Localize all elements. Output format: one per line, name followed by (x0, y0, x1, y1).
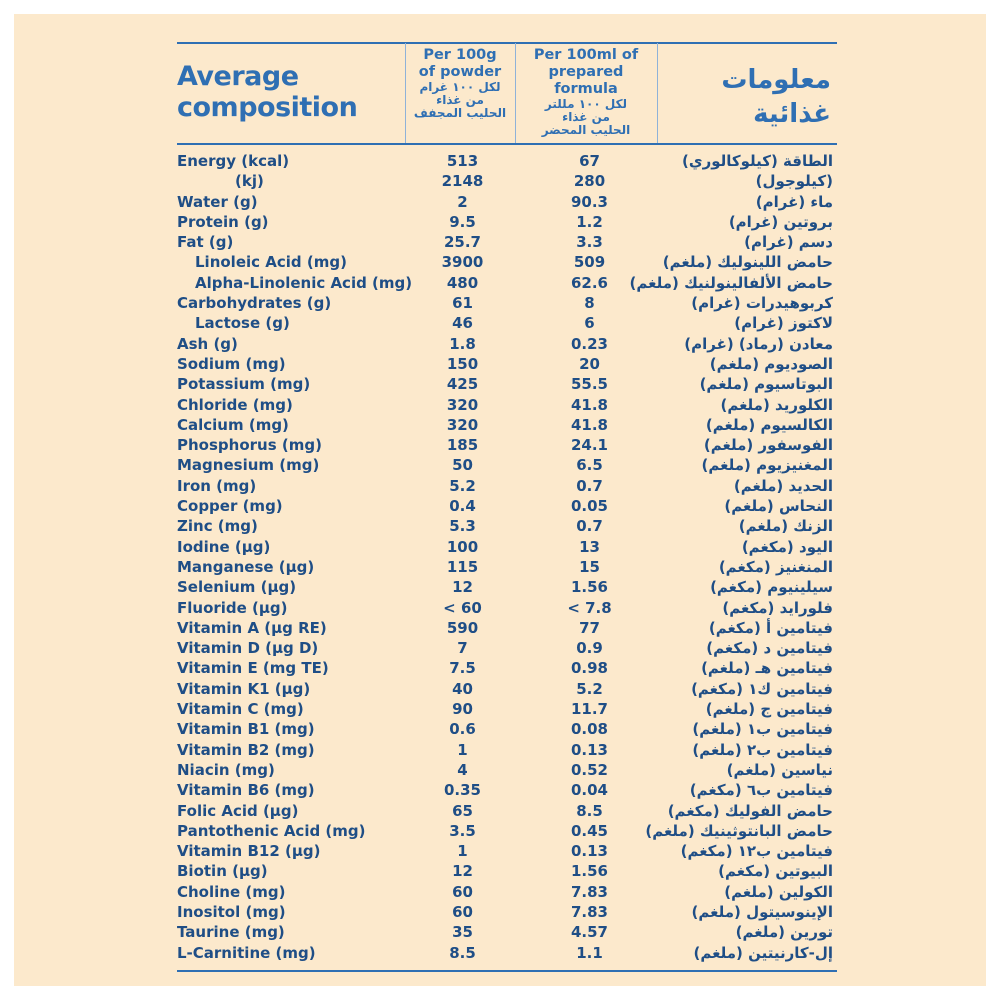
value-per-100g: 320 (446, 395, 479, 414)
nutrient-name-ar: (كيلوجول) (755, 172, 833, 191)
nutrient-name-ar: الحديد (ملغم) (733, 476, 833, 495)
column-header-ar-line: الحليب المحضر (541, 123, 631, 137)
nutrient-name: Vitamin A (µg RE) (177, 618, 327, 637)
nutrient-name-ar: فيتامين ك١ (مكغم) (691, 679, 833, 698)
value-per-100g: 0.35 (443, 781, 481, 800)
nutrient-name-ar: اليود (مكغم) (741, 537, 833, 556)
value-per-100ml: 0.05 (570, 497, 608, 516)
value-per-100g: 12 (452, 578, 473, 597)
nutrient-name-ar: نياسين (ملغم) (726, 760, 833, 779)
value-per-100g: 185 (446, 436, 479, 455)
nutrient-name-ar: فيتامين أ (مكغم) (708, 618, 833, 637)
value-per-100g: 2148 (441, 172, 484, 191)
column-header-line: Per 100ml of (533, 47, 639, 63)
nutrient-name: Niacin (mg) (177, 760, 275, 779)
nutrient-name: Energy (kcal) (177, 152, 290, 170)
nutrient-name: Vitamin D (µg D) (177, 639, 319, 658)
value-per-100ml: 1.56 (570, 862, 608, 881)
nutrient-name-ar: ماء (غرام) (755, 192, 833, 211)
nutrient-name-ar: فيتامين ب٦ (مكغم) (689, 781, 833, 800)
value-per-100ml: 280 (573, 172, 606, 191)
value-per-100g: 60 (452, 882, 473, 901)
value-per-100g: 61 (452, 294, 473, 313)
table-row (177, 537, 837, 557)
value-per-100g: 46 (452, 314, 473, 333)
table-row (177, 374, 837, 394)
table-row (177, 171, 837, 191)
nutrient-name-ar: فيتامين ج (ملغم) (705, 700, 833, 719)
value-per-100ml: 5.2 (576, 679, 603, 698)
table-row (177, 658, 837, 678)
nutrient-name-ar: حامض اللينوليك (ملغم) (662, 253, 833, 272)
title-ar-line: معلومات (721, 65, 831, 95)
nutrient-name: Selenium (µg) (177, 578, 297, 597)
table-row (177, 821, 837, 841)
nutrient-name: Vitamin B12 (µg) (177, 842, 321, 861)
table-row (177, 557, 837, 577)
value-per-100ml: 0.08 (570, 720, 608, 739)
value-per-100g: 320 (446, 415, 479, 434)
value-per-100g: 3.5 (449, 821, 476, 840)
value-per-100ml: 67 (579, 152, 600, 170)
value-per-100g: 12 (452, 862, 473, 881)
value-per-100g: < 60 (443, 598, 482, 617)
value-per-100ml: 77 (579, 618, 600, 637)
column-header-ar-line: لكل ١٠٠ غرام (419, 80, 501, 94)
value-per-100g: 0.4 (449, 497, 476, 516)
table-row (177, 760, 837, 780)
value-per-100ml: 0.9 (576, 639, 603, 658)
value-per-100ml: 0.04 (570, 781, 608, 800)
nutrient-name-ar: سيلينيوم (مكغم) (710, 578, 833, 597)
nutrient-name-ar: بروتين (غرام) (728, 212, 833, 231)
nutrient-name-ar: المغنيزيوم (ملغم) (701, 456, 833, 475)
nutrient-name: Fluoride (µg) (177, 598, 288, 617)
table-row (177, 151, 837, 171)
value-per-100ml: 41.8 (570, 395, 608, 414)
table-row (177, 415, 837, 435)
nutrient-name: Choline (mg) (177, 882, 286, 901)
nutrient-name: Calcium (mg) (177, 415, 289, 434)
table-row (177, 638, 837, 658)
nutrient-name: Magnesium (mg) (177, 456, 320, 475)
value-per-100g: 513 (446, 152, 479, 170)
value-per-100ml: < 7.8 (567, 598, 612, 617)
nutrient-name-ar: النحاس (ملغم) (724, 497, 833, 516)
value-per-100ml: 1.1 (576, 943, 603, 962)
table-row (177, 313, 837, 333)
nutrient-name: Potassium (mg) (177, 375, 311, 394)
column-header-line: prepared formula (548, 64, 624, 97)
nutrient-name: Vitamin C (mg) (177, 700, 304, 719)
value-per-100ml: 0.7 (576, 517, 603, 536)
column-header-ar-line: الحليب المجفف (413, 106, 507, 120)
nutrient-name-ar: المنغنيز (مكغم) (718, 557, 833, 576)
table-row (177, 943, 837, 963)
value-per-100ml: 4.57 (570, 923, 608, 942)
nutrient-name: Protein (g) (177, 212, 269, 231)
nutrient-name-ar: فلورايد (مكغم) (722, 598, 833, 617)
table-row (177, 801, 837, 821)
value-per-100g: 0.6 (449, 720, 476, 739)
value-per-100g: 5.3 (449, 517, 476, 536)
header-rule (177, 143, 837, 145)
value-per-100ml: 0.13 (570, 740, 608, 759)
nutrient-name-ar: الفوسفور (ملغم) (703, 436, 833, 455)
column-header-line: Per 100g (423, 47, 497, 63)
label-background (14, 14, 986, 986)
nutrient-name-ar: البيوتين (مكغم) (718, 862, 833, 881)
value-per-100g: 9.5 (449, 212, 476, 231)
nutrient-name: Vitamin B6 (mg) (177, 781, 315, 800)
nutrient-name-ar: إل-كارنيتين (ملغم) (693, 943, 833, 962)
value-per-100g: 65 (452, 801, 473, 820)
table-row (177, 618, 837, 638)
value-per-100ml: 15 (579, 557, 600, 576)
nutrient-name: Chloride (mg) (177, 395, 293, 414)
value-per-100ml: 0.52 (570, 760, 608, 779)
value-per-100g: 115 (446, 557, 479, 576)
title-line: Average (177, 61, 299, 92)
nutrient-name: Vitamin E (mg TE) (177, 659, 329, 678)
nutrient-name: Carbohydrates (g) (177, 294, 332, 313)
table-row (177, 841, 837, 861)
value-per-100ml: 0.45 (570, 821, 608, 840)
nutrient-name-ar: لاكتوز (غرام) (734, 314, 833, 333)
column-header-ar-line: لكل ١٠٠ مللتر (544, 97, 628, 111)
nutrient-name: Vitamin B2 (mg) (177, 740, 315, 759)
nutrient-name: Copper (mg) (177, 497, 283, 516)
column-header-line: of powder (418, 64, 502, 80)
table-row (177, 740, 837, 760)
nutrient-name-ar: الإينوسيتول (ملغم) (691, 902, 833, 921)
value-per-100ml: 20 (579, 354, 600, 373)
table-row (177, 212, 837, 232)
table-title-ar (681, 63, 831, 131)
table-row (177, 598, 837, 618)
table-row (177, 252, 837, 272)
nutrient-name: Pantothenic Acid (mg) (177, 821, 366, 840)
table-row (177, 192, 837, 212)
table-row (177, 496, 837, 516)
nutrition-table (177, 41, 837, 973)
table-row (177, 334, 837, 354)
value-per-100ml: 8 (584, 294, 595, 313)
value-per-100g: 4 (457, 760, 468, 779)
nutrient-name: (kj) (235, 172, 264, 191)
value-per-100g: 480 (446, 273, 479, 292)
value-per-100ml: 0.13 (570, 842, 608, 861)
nutrient-name: Iron (mg) (177, 476, 257, 495)
value-per-100ml: 0.98 (570, 659, 608, 678)
nutrient-name-ar: الكالسيوم (ملغم) (705, 415, 833, 434)
nutrient-name-ar: دسم (غرام) (744, 233, 833, 252)
nutrient-name: L-Carnitine (mg) (177, 943, 316, 962)
nutrient-name-ar: تورين (ملغم) (735, 923, 833, 942)
value-per-100g: 1.8 (449, 334, 476, 353)
value-per-100g: 7.5 (449, 659, 476, 678)
value-per-100g: 425 (446, 375, 479, 394)
table-row (177, 679, 837, 699)
value-per-100g: 1 (457, 842, 468, 861)
value-per-100ml: 6.5 (576, 456, 603, 475)
nutrient-name: Alpha-Linolenic Acid (mg) (195, 273, 413, 292)
value-per-100g: 60 (452, 902, 473, 921)
nutrient-name: Taurine (mg) (177, 923, 285, 942)
value-per-100ml: 7.83 (570, 902, 608, 921)
nutrient-name-ar: الكلوريد (ملغم) (720, 395, 833, 414)
nutrient-name-ar: معادن (رماد) (غرام) (684, 334, 833, 353)
value-per-100ml: 62.6 (570, 273, 608, 292)
column-header-ar-line: من غذاء (562, 110, 610, 124)
value-per-100ml: 3.3 (576, 233, 603, 252)
title-line: composition (177, 92, 358, 123)
nutrient-name-ar: فيتامين ب١٢ (مكغم) (680, 842, 833, 861)
value-per-100g: 2 (457, 192, 468, 211)
nutrient-name: Iodine (µg) (177, 537, 271, 556)
value-per-100ml: 41.8 (570, 415, 608, 434)
table-row (177, 273, 837, 293)
value-per-100g: 150 (446, 354, 479, 373)
bottom-rule (177, 970, 837, 972)
nutrient-name: Vitamin B1 (mg) (177, 720, 315, 739)
nutrient-name: Zinc (mg) (177, 517, 258, 536)
value-per-100g: 35 (452, 923, 473, 942)
nutrient-name-ar: الكولين (ملغم) (724, 882, 833, 901)
column-header-powder (405, 47, 515, 120)
nutrient-name-ar: فيتامين ب١ (ملغم) (692, 720, 833, 739)
table-row (177, 354, 837, 374)
table-row (177, 719, 837, 739)
nutrient-name: Linoleic Acid (mg) (195, 253, 347, 272)
nutrient-name-ar: حامض البانتوثينيك (ملغم) (645, 821, 833, 840)
nutrient-name-ar: حامض الفوليك (مكغم) (667, 801, 833, 820)
value-per-100g: 50 (452, 456, 473, 475)
nutrient-name: Vitamin K1 (µg) (177, 679, 311, 698)
table-row (177, 455, 837, 475)
value-per-100ml: 1.2 (576, 212, 603, 231)
value-per-100g: 40 (452, 679, 473, 698)
column-header-ar-line: من غذاء (436, 93, 484, 107)
table-row (177, 922, 837, 942)
value-per-100g: 590 (446, 618, 479, 637)
value-per-100ml: 90.3 (570, 192, 608, 211)
table-row (177, 395, 837, 415)
value-per-100g: 3900 (441, 253, 484, 272)
nutrient-name-ar: كربوهيدرات (غرام) (691, 294, 833, 313)
nutrient-name: Lactose (g) (195, 314, 290, 333)
value-per-100ml: 11.7 (570, 700, 608, 719)
top-rule (177, 42, 837, 44)
nutrient-name-ar: فيتامين ب٢ (ملغم) (692, 740, 833, 759)
table-row (177, 861, 837, 881)
nutrient-name: Ash (g) (177, 334, 238, 353)
value-per-100g: 90 (452, 700, 473, 719)
value-per-100ml: 0.23 (570, 334, 608, 353)
column-header-prepared (515, 47, 657, 137)
table-row (177, 232, 837, 252)
table-title-en (177, 61, 392, 123)
table-row (177, 699, 837, 719)
value-per-100ml: 509 (573, 253, 606, 272)
value-per-100ml: 1.56 (570, 578, 608, 597)
value-per-100g: 25.7 (443, 233, 481, 252)
value-per-100g: 100 (446, 537, 479, 556)
value-per-100ml: 7.83 (570, 882, 608, 901)
table-row (177, 882, 837, 902)
nutrient-name: Folic Acid (µg) (177, 801, 299, 820)
table-row (177, 577, 837, 597)
value-per-100ml: 55.5 (570, 375, 608, 394)
table-row (177, 435, 837, 455)
value-per-100ml: 6 (584, 314, 595, 333)
nutrient-name: Water (g) (177, 192, 258, 211)
nutrient-name-ar: فيتامين د (مكغم) (706, 639, 833, 658)
nutrient-name: Manganese (µg) (177, 557, 315, 576)
nutrient-name: Inositol (mg) (177, 902, 286, 921)
value-per-100ml: 8.5 (576, 801, 603, 820)
nutrient-name-ar: حامض الألفالينولنيك (ملغم) (629, 273, 833, 292)
table-row (177, 902, 837, 922)
nutrient-name: Biotin (µg) (177, 862, 268, 881)
nutrient-name: Sodium (mg) (177, 354, 286, 373)
value-per-100g: 8.5 (449, 943, 476, 962)
column-separator (657, 43, 658, 143)
value-per-100g: 5.2 (449, 476, 476, 495)
nutrient-name: Phosphorus (mg) (177, 436, 322, 455)
nutrient-name-ar: الصوديوم (ملغم) (709, 354, 833, 373)
table-row (177, 516, 837, 536)
title-ar-line: غذائية (753, 99, 831, 129)
value-per-100ml: 13 (579, 537, 600, 556)
nutrient-name-ar: فيتامين هـ (ملغم) (701, 659, 833, 678)
nutrient-name-ar: الطاقة (كيلوكالوري) (681, 152, 833, 170)
value-per-100ml: 0.7 (576, 476, 603, 495)
table-row (177, 293, 837, 313)
nutrient-name-ar: الزنك (ملغم) (738, 517, 833, 536)
value-per-100ml: 24.1 (570, 436, 608, 455)
nutrient-name: Fat (g) (177, 233, 234, 252)
nutrient-rows (177, 151, 837, 963)
nutrient-name-ar: البوتاسيوم (ملغم) (699, 375, 833, 394)
value-per-100g: 7 (457, 639, 468, 658)
table-row (177, 780, 837, 800)
value-per-100g: 1 (457, 740, 468, 759)
table-row (177, 476, 837, 496)
